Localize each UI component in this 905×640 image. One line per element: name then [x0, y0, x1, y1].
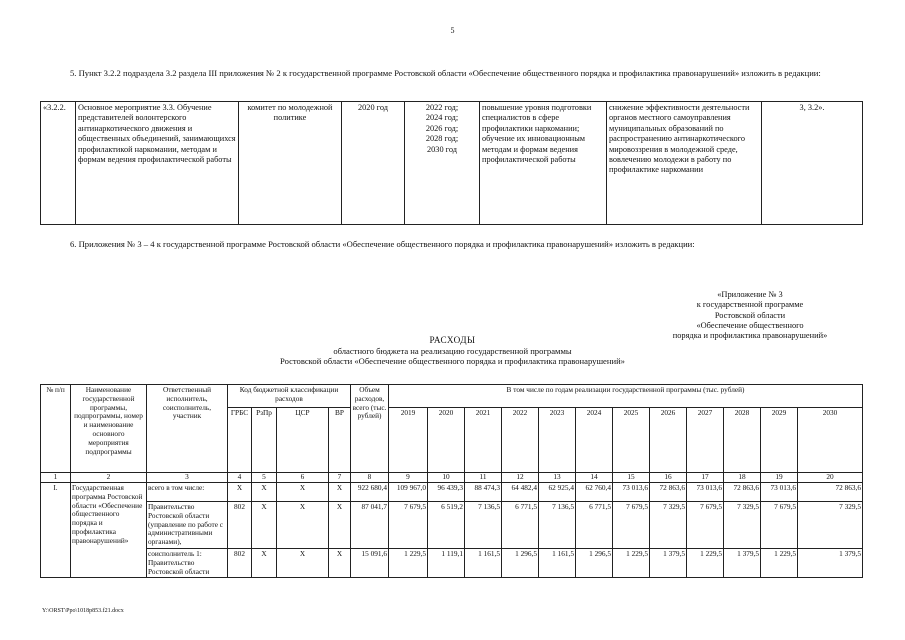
end-year: 2022 год; — [425, 103, 459, 112]
column-number: 11 — [465, 473, 502, 483]
row-value: 1 296,5 — [576, 548, 613, 577]
column-number: 2 — [71, 473, 147, 483]
column-number: 19 — [761, 473, 798, 483]
activity-executor: комитет по молодежной политике — [239, 102, 342, 225]
row-number: I. — [41, 483, 71, 578]
heading-line: Ростовской области «Обеспечение общественного порядка и профилактика правонарушений» — [280, 356, 625, 366]
header-year: 2020 — [428, 408, 465, 473]
column-number-row — [41, 473, 863, 483]
table-row — [41, 502, 863, 549]
row-value: 88 474,3 — [465, 483, 502, 502]
end-year: 2026 год; — [425, 123, 459, 133]
end-year: 2028 год; — [425, 134, 459, 144]
row-value: 1 379,5 — [724, 548, 761, 577]
header-year: 2024 — [576, 408, 613, 473]
table-row — [41, 483, 863, 502]
end-year: 2030 год — [427, 144, 457, 154]
row-value: 64 482,4 — [502, 483, 539, 502]
header-volume: Объем расходов, всего (тыс. рублей) — [351, 385, 389, 473]
column-number: 7 — [329, 473, 351, 483]
row-rzpr: X — [252, 502, 277, 549]
header-name: Наименование государственной программы, подпрограммы, номер и наименование основного мероприятия подпрограммы — [71, 385, 147, 473]
row-value: 7 136,5 — [539, 502, 576, 549]
column-number: 4 — [228, 473, 252, 483]
row-value: 1 229,5 — [687, 548, 724, 577]
row-value: 1 161,5 — [465, 548, 502, 577]
row-grbs: 802 — [228, 502, 252, 549]
header-grbs: ГРБС — [228, 408, 252, 473]
row-total: 15 091,6 — [351, 548, 389, 577]
column-number: 9 — [389, 473, 428, 483]
row-value: 1 119,1 — [428, 548, 465, 577]
row-vr: X — [329, 502, 351, 549]
row-rzpr: X — [252, 483, 277, 502]
heading-line: областного бюджета на реализацию государственной программы — [333, 345, 572, 356]
annex-line: порядка и профилактика правонарушений» — [672, 331, 828, 341]
row-value: 73 013,6 — [687, 483, 724, 502]
column-number: 3 — [147, 473, 228, 483]
row-value: 72 863,6 — [798, 483, 863, 502]
row-executor: всего в том числе: — [147, 483, 228, 502]
row-value: 1 229,5 — [761, 548, 798, 577]
activity-start: 2020 год — [342, 102, 405, 225]
column-number: 17 — [687, 473, 724, 483]
header-year: 2019 — [389, 408, 428, 473]
annex-line: «Обеспечение общественного — [696, 320, 804, 330]
column-number: 13 — [539, 473, 576, 483]
row-value: 6 771,5 — [576, 502, 613, 549]
row-executor: Правительство Ростовской области (управление по работе с административными органами), — [147, 502, 228, 549]
expenses-table — [40, 384, 863, 578]
header-num: № п/п — [41, 385, 71, 473]
activity-end — [405, 102, 480, 225]
row-value: 72 863,6 — [724, 483, 761, 502]
row-total: 87 041,7 — [351, 502, 389, 549]
program-name: Государственная программа Ростовской области «Обеспечение общественного порядка и профилактика правонарушений» — [71, 483, 147, 578]
paragraph-6: 6. Приложения № 3 – 4 к государственной программе Ростовской области «Обеспечение общественного порядка и профилактика правонарушений» изложить в редакции: — [70, 239, 695, 249]
activity-table — [40, 101, 863, 225]
annex-line: к государственной программе — [696, 300, 804, 310]
row-grbs: 802 — [228, 548, 252, 577]
column-number: 20 — [798, 473, 863, 483]
expenses-heading — [0, 335, 905, 367]
column-number: 5 — [252, 473, 277, 483]
file-path-footer: Y:\ORST\Ppo\1018p853.f21.docx — [42, 608, 124, 614]
column-number: 16 — [650, 473, 687, 483]
heading-title: РАСХОДЫ — [429, 335, 476, 345]
header-year: 2025 — [613, 408, 650, 473]
column-number: 14 — [576, 473, 613, 483]
column-number: 10 — [428, 473, 465, 483]
row-value: 7 679,5 — [613, 502, 650, 549]
row-value: 73 013,6 — [761, 483, 798, 502]
column-number: 1 — [41, 473, 71, 483]
header-csr: ЦСР — [277, 408, 329, 473]
row-value: 6 771,5 — [502, 502, 539, 549]
row-value: 1 161,5 — [539, 548, 576, 577]
page-number: 5 — [450, 26, 455, 35]
header-rzpr: РзПр — [252, 408, 277, 473]
row-value: 7 679,5 — [761, 502, 798, 549]
table-row — [41, 102, 863, 225]
row-value: 62 760,4 — [576, 483, 613, 502]
column-number: 15 — [613, 473, 650, 483]
header-vr: ВР — [329, 408, 351, 473]
end-year: 2024 год; — [425, 113, 459, 123]
row-rzpr: X — [252, 548, 277, 577]
row-value: 96 439,3 — [428, 483, 465, 502]
row-value: 73 013,6 — [613, 483, 650, 502]
row-value: 7 679,5 — [389, 502, 428, 549]
row-csr: X — [277, 548, 329, 577]
header-year: 2022 — [502, 408, 539, 473]
activity-result: повышение уровня подготовки специалистов в сфере профилактики наркомании; обучение их инновационным методам и формам ведения профилактической работы — [480, 102, 607, 225]
row-value: 7 329,5 — [798, 502, 863, 549]
row-value: 72 863,6 — [650, 483, 687, 502]
header-code: Код бюджетной классификации расходов — [228, 385, 351, 408]
row-value: 1 296,5 — [502, 548, 539, 577]
row-value: 7 329,5 — [650, 502, 687, 549]
header-years: В том числе по годам реализации государственной программы (тыс. рублей) — [389, 385, 863, 408]
header-row — [41, 385, 863, 408]
row-value: 1 229,5 — [613, 548, 650, 577]
row-vr: X — [329, 483, 351, 502]
header-year: 2027 — [687, 408, 724, 473]
row-total: 922 680,4 — [351, 483, 389, 502]
activity-consequence: снижение эффективности деятельности органов местного самоуправления муниципальных образований по распространению антинаркотического мировоззрения в молодежной среде, вовлечению молодежи в работу по профилактике наркомании — [607, 102, 762, 225]
column-number: 18 — [724, 473, 761, 483]
header-year: 2021 — [465, 408, 502, 473]
row-value: 6 519,2 — [428, 502, 465, 549]
row-grbs: X — [228, 483, 252, 502]
column-number: 6 — [277, 473, 329, 483]
row-csr: X — [277, 502, 329, 549]
activity-link: 3, 3.2». — [762, 102, 863, 225]
header-year: 2026 — [650, 408, 687, 473]
row-value: 109 967,0 — [389, 483, 428, 502]
row-value: 1 229,5 — [389, 548, 428, 577]
annex-line: «Приложение № 3 — [717, 290, 783, 299]
row-value: 7 329,5 — [724, 502, 761, 549]
row-csr: X — [277, 483, 329, 502]
header-year: 2028 — [724, 408, 761, 473]
row-value: 1 379,5 — [650, 548, 687, 577]
paragraph-5: 5. Пункт 3.2.2 подраздела 3.2 раздела III приложения № 2 к государственной программе Ростовской области «Обеспечение общественного порядка и профилактика правонарушений» изложить в редакции: — [70, 68, 821, 78]
row-value: 62 925,4 — [539, 483, 576, 502]
activity-name: Основное мероприятие 3.3. Обучение представителей волонтерского антинаркотического движения и общественных объединений, занимающихся профилактикой наркомании, методам и формам ведения профилактической работы — [76, 102, 239, 225]
column-number: 12 — [502, 473, 539, 483]
header-year: 2030 — [798, 408, 863, 473]
table-row — [41, 548, 863, 577]
header-year: 2023 — [539, 408, 576, 473]
activity-number: «3.2.2. — [41, 102, 76, 225]
annex-line: Ростовской области — [714, 310, 786, 320]
header-executor: Ответственный исполнитель, соисполнитель, участник — [147, 385, 228, 473]
row-value: 7 679,5 — [687, 502, 724, 549]
row-value: 7 136,5 — [465, 502, 502, 549]
header-year: 2029 — [761, 408, 798, 473]
annex-caption — [610, 290, 890, 341]
row-vr: X — [329, 548, 351, 577]
row-value: 1 379,5 — [798, 548, 863, 577]
row-executor: соисполнитель 1: Правительство Ростовской области — [147, 548, 228, 577]
column-number: 8 — [351, 473, 389, 483]
